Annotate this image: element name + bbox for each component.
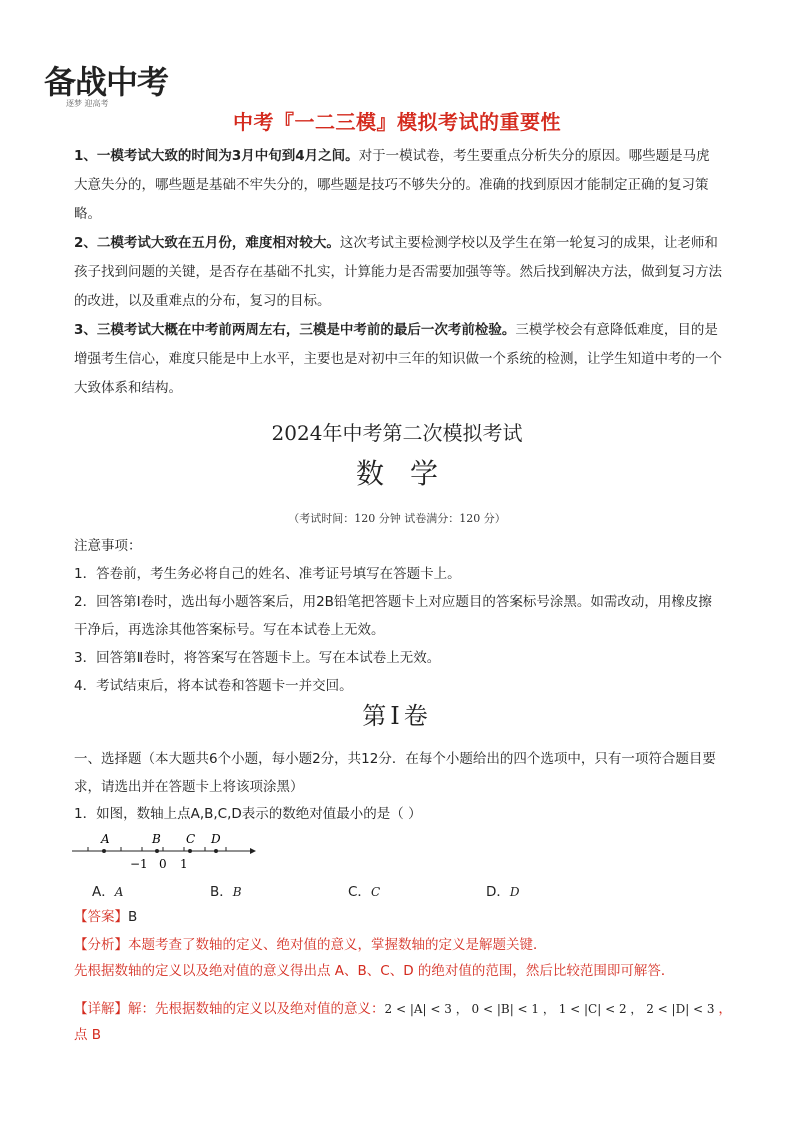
option-value: D (509, 885, 520, 899)
tick-label-neg1: −1 (130, 857, 148, 871)
volume-title: 第Ⅰ卷 (362, 702, 432, 730)
detail-tail: ，点 B (74, 1001, 732, 1043)
point-label-c: C (186, 832, 196, 846)
number-line-figure (70, 830, 260, 874)
logo-main-text: 备战中考 (44, 63, 169, 101)
intro-paragraph-2 (74, 229, 722, 316)
notice-item-2: 2．回答第Ⅰ卷时，选出每小题答案后，用2B铅笔把答题卡上对应题目的答案标号涂黑。如需改动，用橡皮擦干净后，再选涂其他答案标号。写在本试卷上无效。 (74, 594, 712, 638)
point-c (188, 849, 192, 853)
logo-text (44, 62, 199, 102)
paragraph-bold-lead: 2、二模考试大致在五月份，难度相对较大。 (74, 235, 340, 251)
option-label: B． (210, 884, 233, 900)
question-1-options (92, 880, 592, 902)
detail-text: 解：先根据数轴的定义以及绝对值的意义： (128, 1001, 385, 1017)
option-value: A (114, 885, 124, 899)
intro-paragraph-1 (74, 142, 722, 229)
point-d (214, 849, 218, 853)
paragraph-body: 对于一模试卷，考生要重点分析失分的原因。哪些题是马虎大意失分的，哪些题是基础不牢失分的，哪些题是技巧不够失分的。准确的找到原因才能制定正确的复习策略。 (74, 148, 710, 222)
page-headline: 中考『一二三模』模拟考试的重要性 (233, 110, 561, 134)
answer-tag: 【答案】 (74, 909, 128, 925)
option-value: C (370, 885, 381, 899)
point-a (102, 849, 106, 853)
answer-line (74, 904, 734, 930)
option-value: B (232, 885, 242, 899)
paragraph-body: 这次考试主要检测学校以及学生在第一轮复习的成果，让老师和孩子找到问题的关键，是否存在基础不扎实，计算能力是否需要加强等等。然后找到解决方法，做到复习方法的改进，以及重难点的分布，复习的目标。 (74, 235, 722, 309)
question-1-stem: 1．如图，数轴上点A,B,C,D表示的数绝对值最小的是（ ） (74, 806, 422, 822)
point-b (155, 849, 159, 853)
option-label: C． (348, 884, 371, 900)
option-label: A． (92, 884, 115, 900)
tick-label-1: 1 (180, 857, 188, 871)
analysis-text: 本题考查了数轴的定义、绝对值的意义，掌握数轴的定义是解题关键． (128, 937, 547, 953)
tick-label-0: 0 (159, 857, 167, 871)
exam-info: （考试时间：120 分钟 试卷满分：120 分） (288, 512, 506, 525)
option-b[interactable] (210, 880, 242, 900)
intro-paragraph-3 (74, 316, 722, 403)
option-a[interactable] (92, 880, 123, 900)
option-label: D． (486, 884, 510, 900)
notice-item-1: 1．答卷前，考生务必将自己的姓名、准考证号填写在答题卡上。 (74, 566, 461, 582)
option-d[interactable] (486, 880, 520, 900)
logo-subtext: 逐梦 迎高考 (66, 99, 109, 108)
detail-line (74, 996, 734, 1048)
notice-block (74, 532, 722, 700)
paragraph-body: 三模学校会有意降低难度，目的是增强考生信心，难度只能是中上水平，主要也是对初中三年的知识做一个系统的检测，让学生知道中考的一个大致体系和结构。 (74, 322, 722, 396)
notice-item-3: 3．回答第Ⅱ卷时，将答案写在答题卡上。写在本试卷上无效。 (74, 650, 441, 666)
number-line-arrow-icon (250, 848, 256, 854)
section-heading: 一、选择题（本大题共6个小题，每小题2分，共12分．在每个小题给出的四个选项中，只有一项符合题目要求，请选出并在答题卡上将该项涂黑） (74, 751, 716, 795)
notice-heading: 注意事项： (74, 538, 142, 554)
analysis-tag: 【分析】 (74, 937, 128, 953)
analysis-line (74, 932, 734, 958)
exam-title: 2024年中考第二次模拟考试 (271, 421, 523, 445)
answer-value: B (128, 909, 138, 925)
point-label-b: B (152, 832, 161, 846)
exam-subject: 数学 (355, 457, 464, 490)
analysis-line-2: 先根据数轴的定义以及绝对值的意义得出点 A、B、C、D 的绝对值的范围，然后比较范围即可解答． (74, 963, 675, 979)
option-c[interactable] (348, 880, 380, 900)
point-label-d: D (211, 832, 221, 846)
point-label-a: A (101, 832, 110, 846)
detail-tag: 【详解】 (74, 1001, 128, 1017)
paragraph-bold-lead: 3、三模考试大概在中考前两周左右，三模是中考前的最后一次考前检验。 (74, 322, 516, 338)
notice-item-4: 4．考试结束后，将本试卷和答题卡一并交回。 (74, 678, 353, 694)
paragraph-bold-lead: 1、一模考试大致的时间为3月中旬到4月之间。 (74, 148, 359, 164)
detail-math: 2 < |A| < 3 ， 0 < |B| < 1 ， 1 < |C| < 2 ， 2 < |D| < 3 (384, 1002, 719, 1016)
